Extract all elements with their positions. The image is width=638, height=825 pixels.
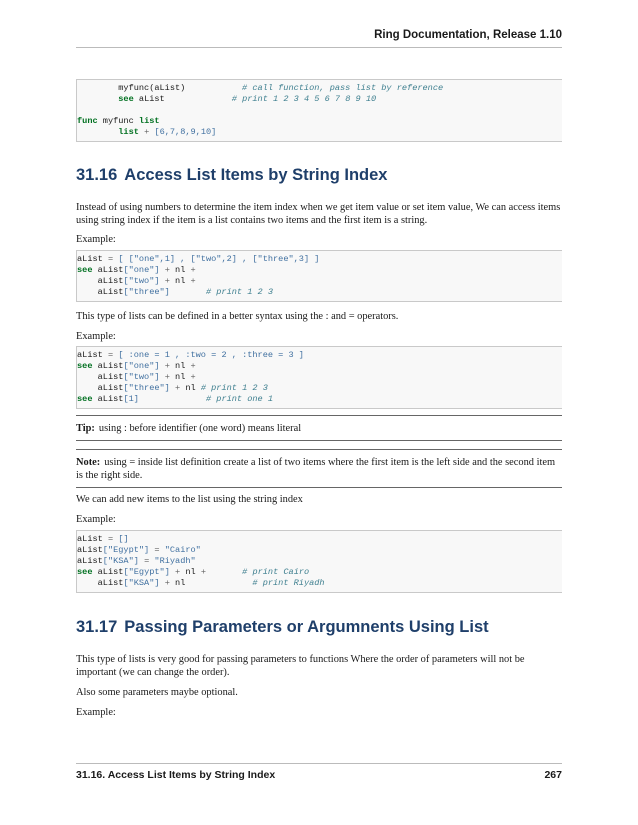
code-block-2: [76, 346, 562, 409]
section-title: Access List Items by String Index: [124, 166, 388, 184]
code-line: see aList["Egypt"] + nl + # print Cairo: [77, 567, 310, 577]
example-label: Example:: [76, 514, 116, 525]
code-block-3: [76, 530, 562, 593]
section-number: 31.16: [76, 166, 118, 184]
note-label: Note:: [76, 457, 101, 468]
code-line: list + [6,7,8,9,10]: [118, 127, 217, 137]
example-label: Example:: [76, 707, 116, 718]
footer-page-number: 267: [544, 769, 562, 781]
code-line: see aList[1] # print one 1: [77, 394, 274, 404]
code-line: see aList # print 1 2 3 4 5 6 7 8 9 10: [118, 94, 377, 104]
example-label: Example:: [76, 234, 116, 245]
section-heading-31-16: [76, 166, 387, 185]
code-line: aList["KSA"] = "Riyadh": [77, 556, 196, 566]
tip-label: Tip:: [76, 423, 95, 434]
note-box: [76, 449, 562, 488]
code-line: [77, 105, 562, 116]
code-line: see aList["one"] + nl +: [77, 265, 196, 275]
paragraph-optional: Also some parameters maybe optional.: [76, 687, 238, 698]
paragraph-params: This type of lists is very good for passing parameters to functions Where the order of parameters will not be important (we can change the order).: [76, 654, 525, 678]
running-header-title: Ring Documentation, Release 1.10: [374, 29, 562, 41]
header-divider: [76, 47, 562, 48]
code-block-top: [76, 79, 562, 142]
code-line: aList["three"] + nl # print 1 2 3: [77, 383, 268, 393]
code-line: see aList["one"] + nl +: [77, 361, 196, 371]
paragraph-better-syntax: This type of lists can be defined in a better syntax using the : and = operators.: [76, 311, 399, 322]
tip-text: using : before identifier (one word) means literal: [98, 423, 302, 434]
footer-divider: [76, 763, 562, 764]
code-line: aList["three"] # print 1 2 3: [77, 287, 273, 297]
code-line: aList["KSA"] + nl # print Riyadh: [77, 578, 325, 588]
section-number: 31.17: [76, 618, 118, 636]
section-title: Passing Parameters or Argumnents Using List: [124, 618, 489, 636]
code-line: aList = []: [77, 534, 129, 544]
code-line: aList = [ ["one",1] , ["two",2] , ["three",3] ]: [77, 254, 320, 264]
code-line: aList["two"] + nl +: [77, 372, 196, 382]
note-text: using = inside list definition create a list of two items where the first item is the left side and the second item is the right side.: [76, 457, 556, 481]
code-block-1: [76, 250, 562, 302]
code-line: aList["two"] + nl +: [77, 276, 196, 286]
code-line: myfunc(aList) # call function, pass list by reference: [77, 83, 444, 93]
code-line: func myfunc list: [77, 116, 160, 126]
paragraph-add-items: We can add new items to the list using the string index: [76, 494, 303, 505]
example-label: Example:: [76, 331, 116, 342]
footer-section-title: 31.16. Access List Items by String Index: [76, 769, 276, 781]
code-line: aList["Egypt"] = "Cairo": [77, 545, 201, 555]
section-heading-31-17: [76, 618, 489, 637]
tip-box: [76, 415, 562, 441]
paragraph-intro: Instead of using numbers to determine the item index when we get item value or set item value, We can access items using string index if the item is a list contains two items and the first item is a string.: [76, 202, 561, 226]
code-line: aList = [ :one = 1 , :two = 2 , :three = 3 ]: [77, 350, 304, 360]
